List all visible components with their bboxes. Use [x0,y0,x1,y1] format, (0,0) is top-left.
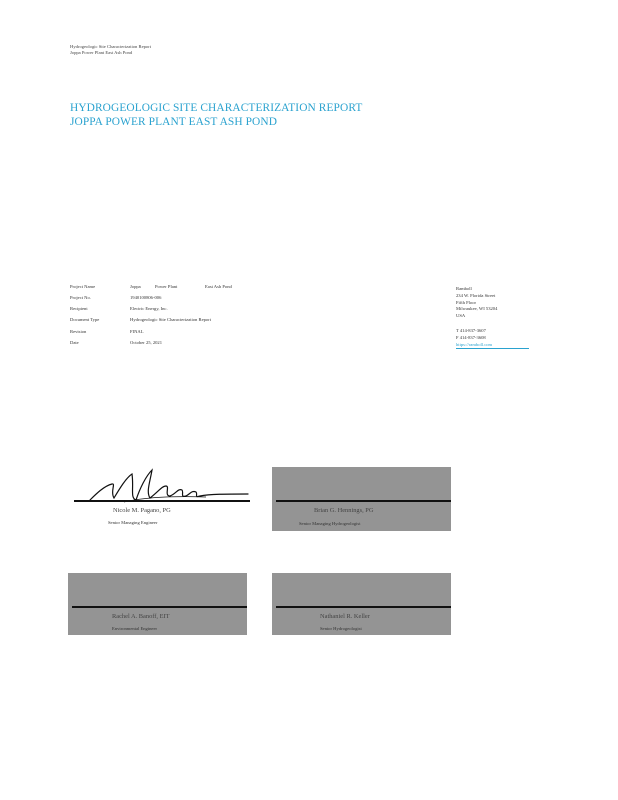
signer-role: Senior Managing Hydrogeologist [299,521,361,526]
address-fax: F 414-837-3608 [456,334,486,340]
signer-role: Senior Hydrogeologist [320,626,362,631]
title-line-2: JOPPA POWER PLANT EAST ASH POND [70,116,278,128]
title-line-1: HYDROGEOLOGIC SITE CHARACTERIZATION REPORT [70,102,363,114]
signer-role: Senior Managing Engineer [108,520,158,525]
info-row-project-no [70,295,270,302]
info-value: Hydrogeologic Site Characterization Report [130,317,212,322]
info-label: Date [70,340,79,345]
info-label: Document Type [70,317,100,322]
address-city: Milwaukee, WI 53204 [456,306,498,312]
info-row-date [70,340,270,347]
info-row-revision [70,329,270,336]
address-street: 234 W. Florida Street [456,292,496,298]
handwritten-signature [86,464,250,510]
signer-name: Brian G. Hennings, PG [314,507,374,514]
info-value: Electric Energy, Inc. [130,306,168,311]
signer-name: Nicole M. Pagano, PG [113,507,171,514]
website-link[interactable]: https://ramboll.com [456,342,529,350]
running-header [70,44,151,56]
address-phone: T 414-837-3607 [456,327,486,333]
info-row-document-type [70,317,270,324]
address-country: USA [456,313,466,319]
signature-block-pagano [68,462,250,532]
signature-line [276,500,451,502]
signature-block-keller [272,573,451,635]
info-row-project-name [70,284,270,291]
info-label: Recipient [70,306,88,311]
address-floor: Fifth Floor [456,299,477,305]
info-label: Project Name [70,284,96,289]
info-value: October 25, 2021 [130,340,163,345]
company-name: Ramboll [456,286,472,291]
signature-block-banoff [68,573,247,635]
info-value: FINAL [130,329,144,334]
report-title [70,101,362,129]
header-line-1: Hydrogeologic Site Characterization Report [70,44,152,49]
signer-role: Environmental Engineer [112,626,158,631]
signer-name: Rachel A. Banoff, EIT [112,613,170,620]
info-label: Revision [70,329,87,334]
info-value: 1940100806-006 [130,295,162,300]
company-address [456,286,529,349]
info-row-recipient [70,306,270,313]
signer-name: Nathaniel R. Keller [320,613,370,620]
info-value: East Ash Pond [205,284,232,289]
signature-block-hennings [272,467,451,531]
redacted-signature-box [68,573,247,635]
header-line-2: Joppa Power Plant East Ash Pond [70,50,133,55]
info-label: Project No. [70,295,91,300]
signature-line [276,606,451,608]
signature-line [74,500,250,502]
info-value: Power Plant [155,284,178,289]
signature-line [72,606,247,608]
info-value: Joppa [130,284,141,289]
